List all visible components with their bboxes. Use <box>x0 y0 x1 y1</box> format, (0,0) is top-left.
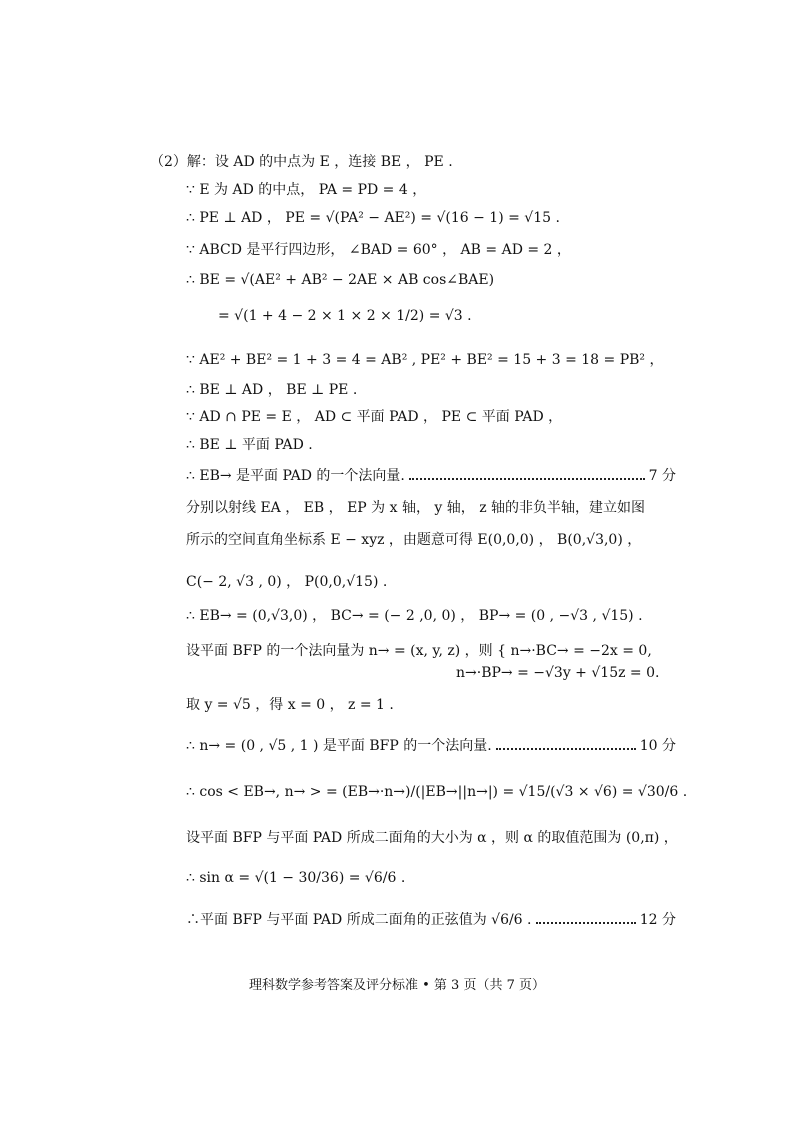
solution-line: ∵ AD ∩ PE = E ， AD ⊂ 平面 PAD ， PE ⊂ 平面 PAD ， <box>186 409 563 425</box>
solution-line: ∴ BE = √(AE² + AB² − 2AE × AB cos∠BAE) <box>186 272 495 288</box>
solution-line: = √(1 + 4 − 2 × 1 × 2 × 1/2) = √3 . <box>218 308 472 324</box>
solution-line: 设平面 BFP 的一个法向量为 n→ = (x, y, z) ，则 { n→·BC→ = −2x = 0, <box>186 643 652 659</box>
page-footer: 理科数学参考答案及评分标准 • 第 3 页（共 7 页） <box>248 978 545 993</box>
score-label: 10 分 <box>639 738 676 754</box>
solution-line-scored <box>186 736 676 756</box>
solution-line: 分别以射线 EA ， EB ， EP 为 x 轴， y 轴， z 轴的非负半轴，建立如图 <box>186 500 646 516</box>
leader-dots <box>409 478 645 480</box>
solution-line: n→·BP→ = −√3y + √15z = 0. <box>456 665 660 681</box>
solution-line: ∴ PE ⊥ AD ， PE = √(PA² − AE²) = √(16 − 1) = √15 . <box>186 210 560 226</box>
solution-line: ∵ ABCD 是平行四边形， ∠BAD = 60° ， AB = AD = 2 ， <box>186 242 571 258</box>
solution-line: （2）解：设 AD 的中点为 E ，连接 BE ， PE . <box>150 154 453 170</box>
solution-line: ∵ AE² + BE² = 1 + 3 = 4 = AB² , PE² + BE² = 15 + 3 = 18 = PB² ， <box>186 352 664 368</box>
solution-text: ∴ n→ = (0 , √5 , 1 ) 是平面 BFP 的一个法向量. <box>186 738 492 754</box>
solution-line: 设平面 BFP 与平面 PAD 所成二面角的大小为 α ，则 α 的取值范围为 (0,π) ， <box>186 830 678 846</box>
solution-line: ∴ BE ⊥ 平面 PAD . <box>186 437 313 453</box>
solution-line: ∴ EB→ = (0,√3,0) ， BC→ = (− 2 ,0, 0) ， BP→ = (0 , −√3 , √15) . <box>186 608 643 624</box>
solution-line: ∵ E 为 AD 的中点， PA = PD = 4 ， <box>186 182 427 198</box>
score-label: 7 分 <box>648 468 676 484</box>
solution-line: ∴ cos < EB→, n→ > = (EB→·n→)/(|EB→||n→|) = √15/(√3 × √6) = √30/6 . <box>186 784 688 800</box>
leader-dots <box>496 748 636 750</box>
solution-line: ∴ BE ⊥ AD ， BE ⊥ PE . <box>186 382 358 398</box>
solution-text: ∴平面 BFP 与平面 PAD 所成二面角的正弦值为 √6/6 . <box>186 912 532 928</box>
solution-line: ∴ sin α = √(1 − 30/36) = √6/6 . <box>186 870 406 886</box>
solution-line-scored <box>186 910 676 930</box>
solution-line: 所示的空间直角坐标系 E − xyz ，由题意可得 E(0,0,0) ， B(0,√3,0) ， <box>186 532 642 548</box>
leader-dots <box>536 922 636 924</box>
solution-line: C(− 2, √3 , 0) ， P(0,0,√15) . <box>186 574 388 590</box>
score-label: 12 分 <box>639 912 676 928</box>
solution-text: ∴ EB→ 是平面 PAD 的一个法向量. <box>186 468 405 484</box>
solution-line-scored <box>186 466 676 486</box>
solution-line: 取 y = √5 ，得 x = 0 ， z = 1 . <box>186 697 394 713</box>
